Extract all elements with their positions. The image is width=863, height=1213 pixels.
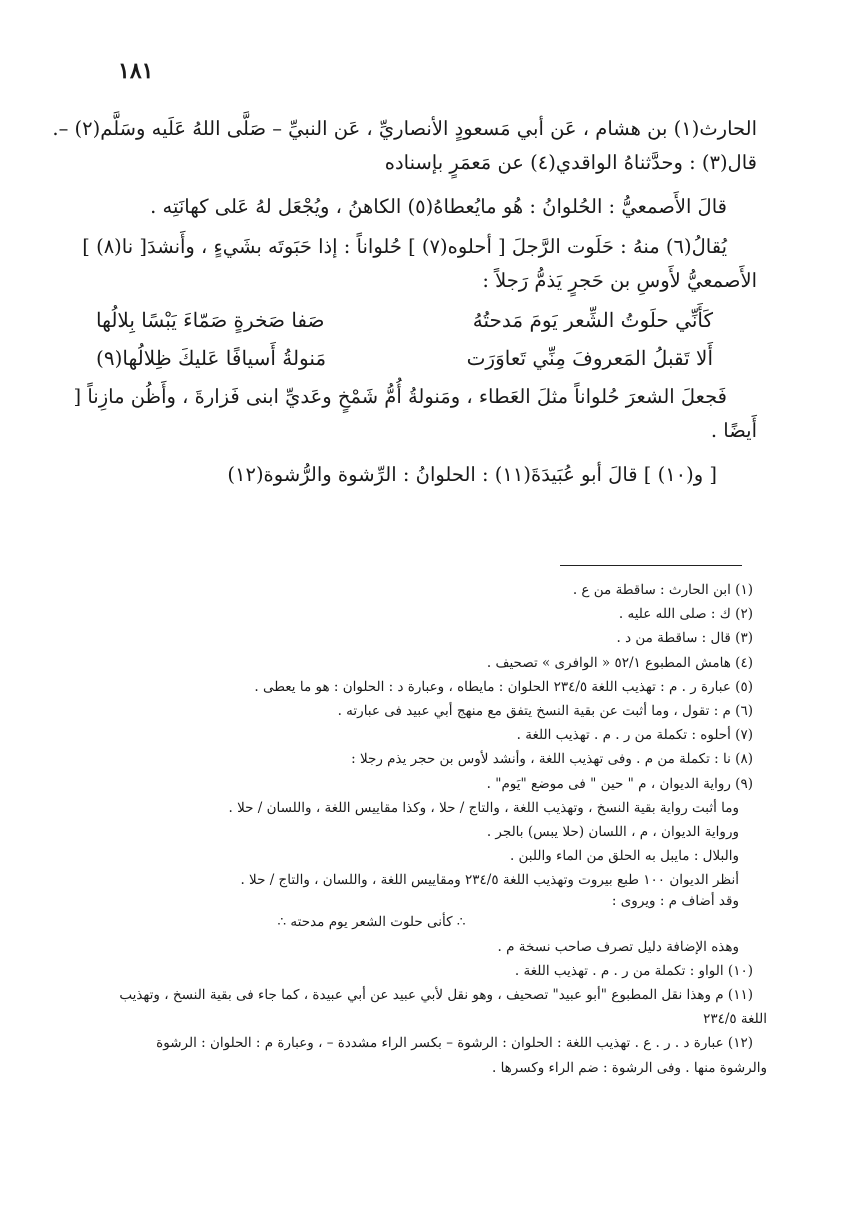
footnote-continuation: أنظر الديوان ١٠٠ طبع بيروت وتهذيب اللغة ٢٣٤/٥ ومقاييس اللغة ، واللسان ، والتاج / حلا . (240, 872, 739, 889)
verse-second-hemistich: صَفا صَخرةٍ صَمّاءَ يَبْسًا بِلالُها (96, 308, 325, 332)
footnote-continuation: والبلال : مايبل به الحلق من الماء واللبن . (509, 848, 739, 865)
main-line: فَجعلَ الشعرَ حُلواناً مثلَ العَطاء ، ومَنولةُ أُمُّ شَمْخٍ وعَديِّ ابنى فَزارةَ ، وأَظُن مازِناً [ (73, 385, 727, 408)
main-text (52, 112, 757, 492)
footnote: (١٢) عبارة د . ر . ع . تهذيب اللغة : الحلوان : الرشوة – بكسر الراء مشددة – ، وعبارة م : الحلوان : الرشوة (156, 1035, 753, 1052)
verse-second-hemistich: مَنولةُ أَسيافًا عَليكَ ظِلالُها(٩) (96, 346, 327, 370)
footnote-continuation: والرشوة منها . وفى الرشوة : ضم الراء وكسرها . (491, 1059, 767, 1076)
footnote: (٦) م : تقول ، وما أثبت عن بقية النسخ يتفق مع منهج أبي عبيد فى عبارته . (337, 702, 753, 719)
main-line: الحارث(١) بن هشام ، عَن أبي مَسعودٍ الأنصاريِّ ، عَن النبيِّ – صَلَّى اللهُ عَلَيه وسَلَّم(٢) –. (52, 117, 757, 140)
footnote-continuation: اللغة ٢٣٤/٥ (703, 1011, 767, 1028)
footnote: (٨) نا : تكملة من م . وفى تهذيب اللغة ، وأنشد لأوس بن حجر يذم رجلا : (351, 751, 753, 768)
footnote: (١) ابن الحارث : ساقطة من ع . (572, 582, 753, 598)
main-line: الأَصمعيُّ لأَوسِ بن حَجرٍ يَذمُّ رَجلاً : (482, 269, 757, 292)
footnote: (٣) قال : ساقطة من د . (616, 630, 753, 647)
footnote: (١٠) الواو : تكملة من ر . م . تهذيب اللغة . (514, 962, 753, 979)
verse-line (96, 340, 757, 378)
footnote: (١١) م وهذا نقل المطبوع "أبو عبيد" تصحيف ، وهو نقل لأبي عبيد عن أبي عبيدة ، كما جاء فى بقية النسخ ، وتهذيب (119, 987, 753, 1003)
main-line: [ و(١٠) ] قالَ أبو عُبَيدَةَ(١١) : الحلوانُ : الرِّشوة والرُّشوة(١٢) (227, 463, 717, 486)
footnote-continuation: وقد أضاف م : ويروى : (611, 893, 739, 910)
footnote-continuation: ورواية الديوان ، م ، اللسان (حلا يبس) بالجر . (486, 823, 739, 840)
verse-first-hemistich: كَأَنِّي حلَوتُ الشِّعر يَومَ مَدحتُهُ (472, 308, 713, 332)
verse-first-hemistich: أَلا تَقبلُ المَعروفَ مِنِّي تَعاوَرَت (466, 346, 713, 370)
page-number: ١٨١ (118, 58, 154, 84)
footnote: (٢) ك : صلى الله عليه . (618, 606, 753, 623)
footnote-continuation: وهذه الإضافة دليل تصرف صاحب نسخة م . (497, 938, 739, 955)
footnote: (٩) رواية الديوان ، م " حين " فى موضع "يَوم" . (486, 775, 753, 792)
main-line: يُقالُ(٦) منهُ : حَلَوت الرَّجلَ [ أحلوه(٧) ] حُلواناً : إذا حَبَوتَه بشَيءٍ ، وأَنشدَ[ نا(٨) ] (82, 235, 727, 258)
footnote-divider (560, 565, 742, 566)
footnote: (٧) أحلوه : تكملة من ر . م . تهذيب اللغة . (516, 727, 753, 744)
footnote-verse: ∴ كأنى حلوت الشعر يوم مدحته ∴ (277, 914, 466, 931)
verse-line (96, 302, 757, 340)
main-line: أَيضًا . (710, 419, 757, 442)
footnote-continuation: وما أثبت رواية بقية النسخ ، وتهذيب اللغة ، والتاج / حلا ، وكذا مقاييس اللغة ، واللسان / حلا . (228, 799, 739, 816)
footnote: (٤) هامش المطبوع ٥٢/١ « الوافرى » تصحيف . (486, 654, 753, 671)
main-line: قال(٣) : وحدَّثناهُ الواقدي(٤) عن مَعمَرٍ بإسناده (384, 151, 757, 174)
footnotes (96, 578, 767, 1080)
main-line: قالَ الأَصمعيُّ : الحُلوانُ : هُو مايُعطاهُ(٥) الكاهنُ ، ويُجْعَل لهُ عَلى كهانَتِه . (150, 195, 727, 218)
footnote: (٥) عبارة ر . م : تهذيب اللغة ٢٣٤/٥ الحلوان : مايطاه ، وعبارة د : الحلوان : هو ما يعطى . (254, 678, 753, 695)
